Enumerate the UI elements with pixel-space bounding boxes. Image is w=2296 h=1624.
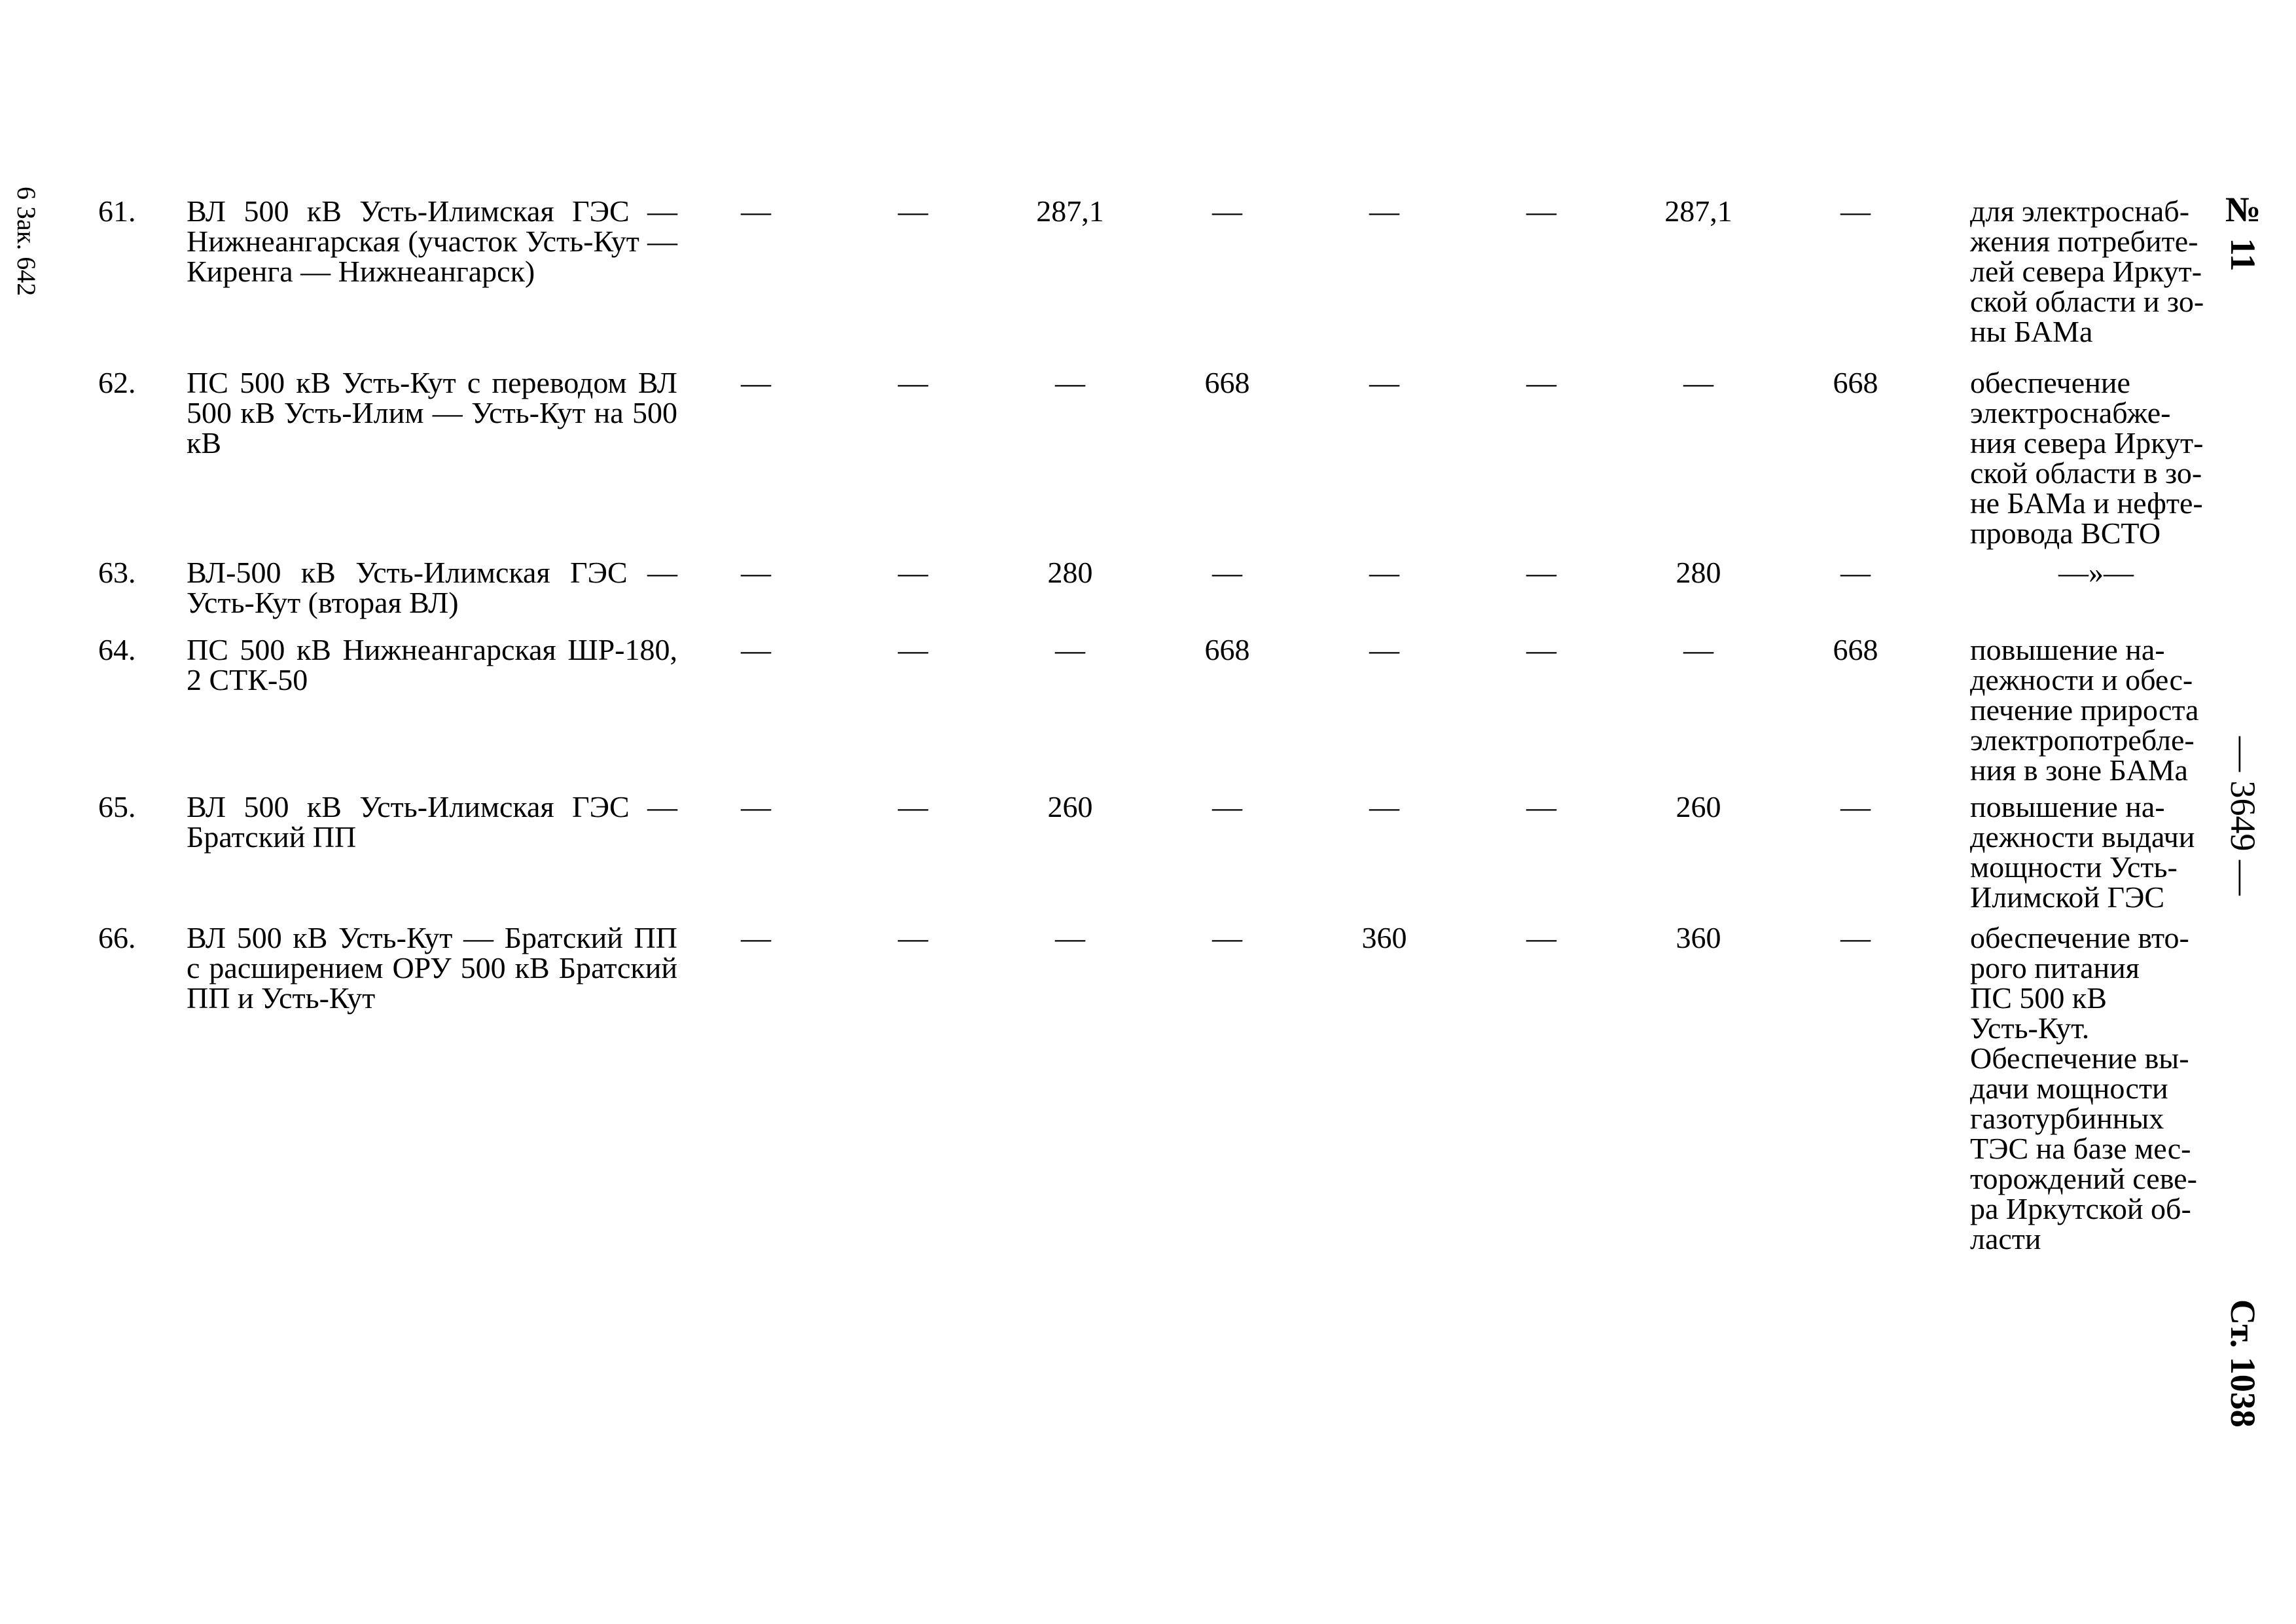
note-line: ра Иркутской об- bbox=[1970, 1192, 2191, 1225]
note-line: рого питания bbox=[1970, 951, 2140, 984]
note-line: ской области в зо- bbox=[1970, 456, 2202, 490]
value-cell: — bbox=[1840, 921, 1871, 954]
value-cell: — bbox=[1840, 194, 1871, 228]
note-line: не БАМа и нефте- bbox=[1970, 486, 2203, 520]
column-gap bbox=[1934, 792, 1970, 923]
note-line: газотурбинных bbox=[1970, 1102, 2164, 1135]
note-line: Илимской ГЭС bbox=[1970, 880, 2165, 914]
note-line: —»— bbox=[2058, 556, 2134, 589]
note-line: повышение на- bbox=[1970, 633, 2165, 666]
article-number: Ст. 1038 bbox=[2223, 1299, 2263, 1428]
note-line: провода ВСТО bbox=[1970, 516, 2161, 550]
value-cell: — bbox=[1683, 366, 1713, 399]
value-cell: 260 bbox=[1676, 790, 1721, 823]
value-cell: — bbox=[898, 556, 928, 589]
note-line: торождений севе- bbox=[1970, 1162, 2197, 1195]
note-line: ния в зоне БАМа bbox=[1970, 753, 2188, 787]
note-line: электропотребле- bbox=[1970, 723, 2195, 757]
row-number: 62. bbox=[98, 366, 136, 399]
facility-name: ВЛ 500 кВ Усть-Илимская ГЭС — Нижнеангарская (участок Усть-Кут — Киренга — Нижнеангарск) bbox=[187, 194, 677, 288]
table-row bbox=[98, 196, 2222, 368]
column-gap bbox=[1934, 635, 1970, 792]
facility-name: ВЛ 500 кВ Усть-Илимская ГЭС — Братский ПП bbox=[187, 790, 677, 854]
value-cell: 668 bbox=[1833, 366, 1878, 399]
note-line: обеспечение bbox=[1970, 366, 2130, 399]
note-line: мощности Усть- bbox=[1970, 850, 2178, 884]
value-cell: — bbox=[1212, 194, 1242, 228]
value-cell: — bbox=[741, 921, 771, 954]
value-cell: — bbox=[1369, 556, 1399, 589]
note-line: лей севера Иркут- bbox=[1970, 255, 2202, 288]
column-gap bbox=[1934, 196, 1970, 368]
value-cell: — bbox=[1526, 633, 1556, 666]
value-cell: — bbox=[1369, 633, 1399, 666]
column-gap bbox=[1934, 368, 1970, 558]
note-line: Обеспечение вы- bbox=[1970, 1041, 2189, 1075]
note-line: дежности выдачи bbox=[1970, 820, 2195, 854]
note-line: жения потребите- bbox=[1970, 225, 2198, 258]
note-line: ПС 500 кВ bbox=[1970, 981, 2107, 1015]
facility-name: ВЛ 500 кВ Усть-Кут — Братский ПП с расширением ОРУ 500 кВ Братский ПП и Усть-Кут bbox=[187, 921, 677, 1015]
value-cell: — bbox=[741, 633, 771, 666]
purpose-note bbox=[1970, 368, 2222, 558]
facility-name: ВЛ-500 кВ Усть-Илимская ГЭС — Усть-Кут (вторая ВЛ) bbox=[187, 556, 677, 619]
table-row bbox=[98, 792, 2222, 923]
value-cell: 260 bbox=[1047, 790, 1093, 823]
note-line: Усть-Кут. bbox=[1970, 1011, 2090, 1045]
value-cell: — bbox=[1840, 790, 1871, 823]
value-cell: — bbox=[1369, 790, 1399, 823]
value-cell: 668 bbox=[1204, 633, 1250, 666]
value-cell: — bbox=[1212, 556, 1242, 589]
facility-name: ПС 500 кВ Нижнеангарская ШР-180, 2 СТК-50 bbox=[187, 633, 677, 696]
note-line: для электроснаб- bbox=[1970, 194, 2190, 228]
value-cell: — bbox=[898, 790, 928, 823]
table-row bbox=[98, 558, 2222, 635]
facility-name: ПС 500 кВ Усть-Кут с переводом ВЛ 500 кВ Усть-Илим — Усть-Кут на 500 кВ bbox=[187, 366, 677, 460]
row-number: 66. bbox=[98, 921, 136, 954]
value-cell: 280 bbox=[1676, 556, 1721, 589]
note-line: ны БАМа bbox=[1970, 315, 2093, 348]
table-row bbox=[98, 635, 2222, 792]
table-row bbox=[98, 368, 2222, 558]
table-row bbox=[98, 923, 2222, 1254]
page-number: — 3649 — bbox=[2223, 736, 2263, 895]
value-cell: 668 bbox=[1204, 366, 1250, 399]
value-cell: — bbox=[1526, 556, 1556, 589]
row-number: 63. bbox=[98, 556, 136, 589]
table-body bbox=[98, 196, 2222, 1254]
value-cell: 668 bbox=[1833, 633, 1878, 666]
value-cell: — bbox=[1369, 366, 1399, 399]
value-cell: 360 bbox=[1676, 921, 1721, 954]
note-line: ласти bbox=[1970, 1222, 2041, 1255]
row-number: 64. bbox=[98, 633, 136, 666]
value-cell: — bbox=[741, 790, 771, 823]
column-gap bbox=[1934, 923, 1970, 1254]
note-line: ния севера Иркут- bbox=[1970, 426, 2204, 460]
page-header-rotated bbox=[2225, 0, 2278, 1624]
note-line: дежности и обес- bbox=[1970, 663, 2193, 696]
purpose-note bbox=[1970, 635, 2222, 792]
row-number: 61. bbox=[98, 194, 136, 228]
note-line: печение прироста bbox=[1970, 693, 2199, 727]
value-cell: — bbox=[1055, 921, 1085, 954]
value-cell: — bbox=[1212, 921, 1242, 954]
row-number: 65. bbox=[98, 790, 136, 823]
value-cell: — bbox=[1055, 366, 1085, 399]
purpose-note bbox=[1970, 792, 2222, 923]
value-cell: — bbox=[741, 194, 771, 228]
value-cell: — bbox=[898, 194, 928, 228]
value-cell: — bbox=[741, 366, 771, 399]
purpose-note bbox=[1970, 923, 2222, 1254]
note-line: обеспечение вто- bbox=[1970, 921, 2189, 954]
value-cell: — bbox=[1683, 633, 1713, 666]
issue-number: № 11 bbox=[2223, 190, 2263, 272]
value-cell: — bbox=[1526, 194, 1556, 228]
value-cell: — bbox=[898, 633, 928, 666]
value-cell: 287,1 bbox=[1036, 194, 1104, 228]
value-cell: — bbox=[1840, 556, 1871, 589]
value-cell: — bbox=[1369, 194, 1399, 228]
purpose-note bbox=[1970, 558, 2222, 635]
value-cell: 287,1 bbox=[1664, 194, 1732, 228]
value-cell: — bbox=[1055, 633, 1085, 666]
value-cell: — bbox=[1526, 921, 1556, 954]
value-cell: 360 bbox=[1361, 921, 1407, 954]
value-cell: — bbox=[898, 921, 928, 954]
column-gap bbox=[1934, 558, 1970, 635]
value-cell: — bbox=[898, 366, 928, 399]
note-line: ТЭС на базе мес- bbox=[1970, 1132, 2191, 1165]
value-cell: 280 bbox=[1047, 556, 1093, 589]
margin-label-order: 6 Зак. 642 bbox=[12, 187, 41, 297]
value-cell: — bbox=[1526, 366, 1556, 399]
note-line: ской области и зо- bbox=[1970, 285, 2204, 318]
purpose-note bbox=[1970, 196, 2222, 368]
value-cell: — bbox=[741, 556, 771, 589]
value-cell: — bbox=[1212, 790, 1242, 823]
note-line: повышение на- bbox=[1970, 790, 2165, 823]
investment-table bbox=[98, 196, 2222, 1254]
note-line: электроснабже- bbox=[1970, 396, 2171, 429]
value-cell: — bbox=[1526, 790, 1556, 823]
note-line: дачи мощности bbox=[1970, 1072, 2168, 1105]
